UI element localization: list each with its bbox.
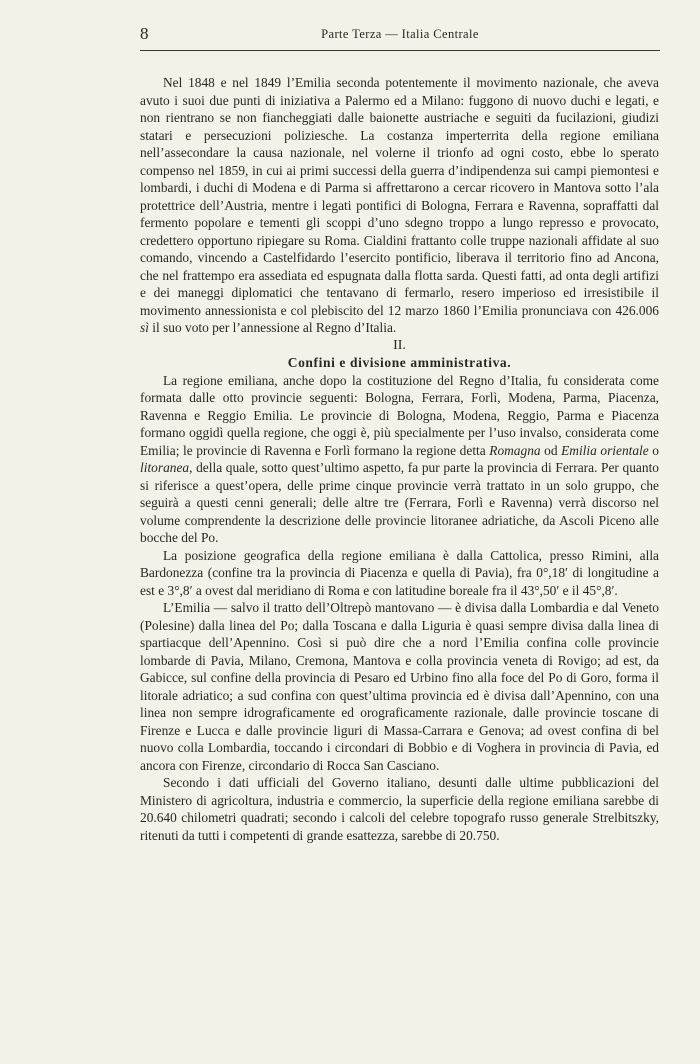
paragraph-1848-1849 (140, 74, 659, 337)
paragraph-text: La regione emiliana, anche dopo la costituzione del Regno d’Italia, fu considerata come formata dalle otto provincie seguenti: Bologna, Ferrara, Forlì, Modena, Parma, Piacenza, Ravenna e Reggio Emilia. Le provincie di Bologna, Modena, Reggio, Parma e Piacenza formano oggidì quella regione, che oggi è, più specialmente per l’uso invalso, considerata come Emilia; le provincie di Ravenna e Forlì formano la regione detta (140, 372, 659, 458)
italic-litoranea: litoranea (140, 460, 190, 475)
paragraph-surface: Secondo i dati ufficiali del Governo italiano, desunti dalle ultime pubblicazioni del Ministero di agricoltura, industria e commercio, la superficie della regione emiliana sarebbe di 20.640 chilometri quadrati; secondo i calcoli del celebre topografo russo generale Strelbitszky, ritenuti da tutti i competenti di grande esattezza, sarebbe di 20.750. (140, 775, 659, 843)
paragraph-boundaries: L’Emilia — salvo il tratto dell’Oltrepò mantovano — è divisa dalla Lombardia e dal Veneto (Polesine) dalla linea del Po; dalla Toscana e dalla Liguria è quasi sempre divisa dalla linea di spartiacque dell’Apennino. Così si può dire che a nord l’Emilia confina colle provincie lombarde di Pavia, Milano, Cremona, Mantova e colla provincia veneta di Rovigo; ad est, da Gabicce, sul confine della provincia di Pesaro ed Urbino fino alla foce del Po di Goro, forma il litorale adriatico; a sud confina con quest’ultima provincia ed è divisa dall’Apennino, con una linea non sempre idrograficamente ed orograficamente razionale, dalle provincie toscane di Firenze e Lucca e dalle provincie liguri di Massa-Carrara e Genova; ad ovest confina di bel nuovo colla Lombardia, toccando i circondari di Bobbio e di Voghera in provincia di Pavia, ed ancora con Firenze, circondario di Rocca San Casciano. (140, 600, 659, 773)
paragraph-text-end: il suo voto per l’annessione al Regno d’Italia. (148, 320, 397, 335)
paragraph-position: La posizione geografica della regione emiliana è dalla Cattolica, presso Rimini, alla Bardonezza (confine tra la provincia di Piacenza e quella di Pavia), fra 0°,18′ di longitudine a est e 3°,8′ a ovest dal meridiano di Roma e con latitudine boreale fra il 43°,50′ e il 45°,8′. (140, 547, 659, 598)
paragraph-provinces (140, 372, 659, 547)
section-title: Confini e divisione amministrativa. (287, 355, 512, 370)
italic-romagna: Romagna (489, 442, 541, 458)
italic-si: sì (140, 320, 149, 335)
page-number: 8 (140, 24, 149, 43)
italic-emilia-orientale: Emilia orientale (561, 442, 649, 458)
paragraph-text: o (648, 442, 659, 458)
section-number: II. (393, 337, 406, 353)
header-rule (140, 50, 660, 51)
running-title: Parte Terza — Italia Centrale (321, 27, 479, 41)
paragraph-text: , della quale, sotto quest’ultimo aspetto, fa pur parte la provincia di Ferrara. Per quanto si riferisce a quest’opera, delle prime cinque provincie verrà trattato in un solo gruppo, che seguirà a questi cenni generali; delle altre tre (Ferrara, Forlì e Ravenna) verrà discorso nel volume comprendente la descrizione delle provincie litoranee adriatiche, da Ascoli Piceno alle bocche del Po. (140, 460, 659, 545)
page-body (140, 74, 659, 844)
paragraph-text: Nel 1848 e nel 1849 l’Emilia seconda potentemente il movimento nazionale, che aveva avuto i suoi due punti di iniziativa a Palermo ed a Milano: fuggono di nuovo duchi e legati, e non rientrano se non fiancheggiati dalle baionette austriache e seguiti da fucilazioni, giudizi statari e persecuzioni poliziesche. La costanza imperterrita della regione emiliana nell’assecondare la causa nazionale, nel volerne il trionfo ad ogni costo, ebbe lo sperato compenso nel 1859, in cui ai primi successi della guerra d’indipendenza sui campi piemontesi e lombardi, i duchi di Modena e di Parma si affrettarono a cercar ricovero in Mantova sotto l’ala protettrice dell’Austria, mentre i legati pontifici di Bologna, Ferrara e Ravenna, sopraffatti dal fermento popolare e tementi gli scoppi d’uno sdegno troppo a lungo represso e provocato, credettero opportuno ripiegare su Roma. Cialdini frattanto colle truppe nazionali affidate al suo comando, vincendo a Castelfidardo l’esercito pontificio, liberava il territorio fino ad Ancona, che nel frattempo era assediata ed espugnata dalla flotta sarda. Questi fatti, ad onta degli artifizi e dei maneggi diplomatici che tentavano di fermarlo, resero imperioso ed irresistibile il movimento annessionista e col plebiscito del 12 marzo 1860 l’Emilia pronunciava con 426.006 (140, 75, 659, 318)
running-head (140, 24, 660, 48)
paragraph-text: od (540, 442, 562, 458)
